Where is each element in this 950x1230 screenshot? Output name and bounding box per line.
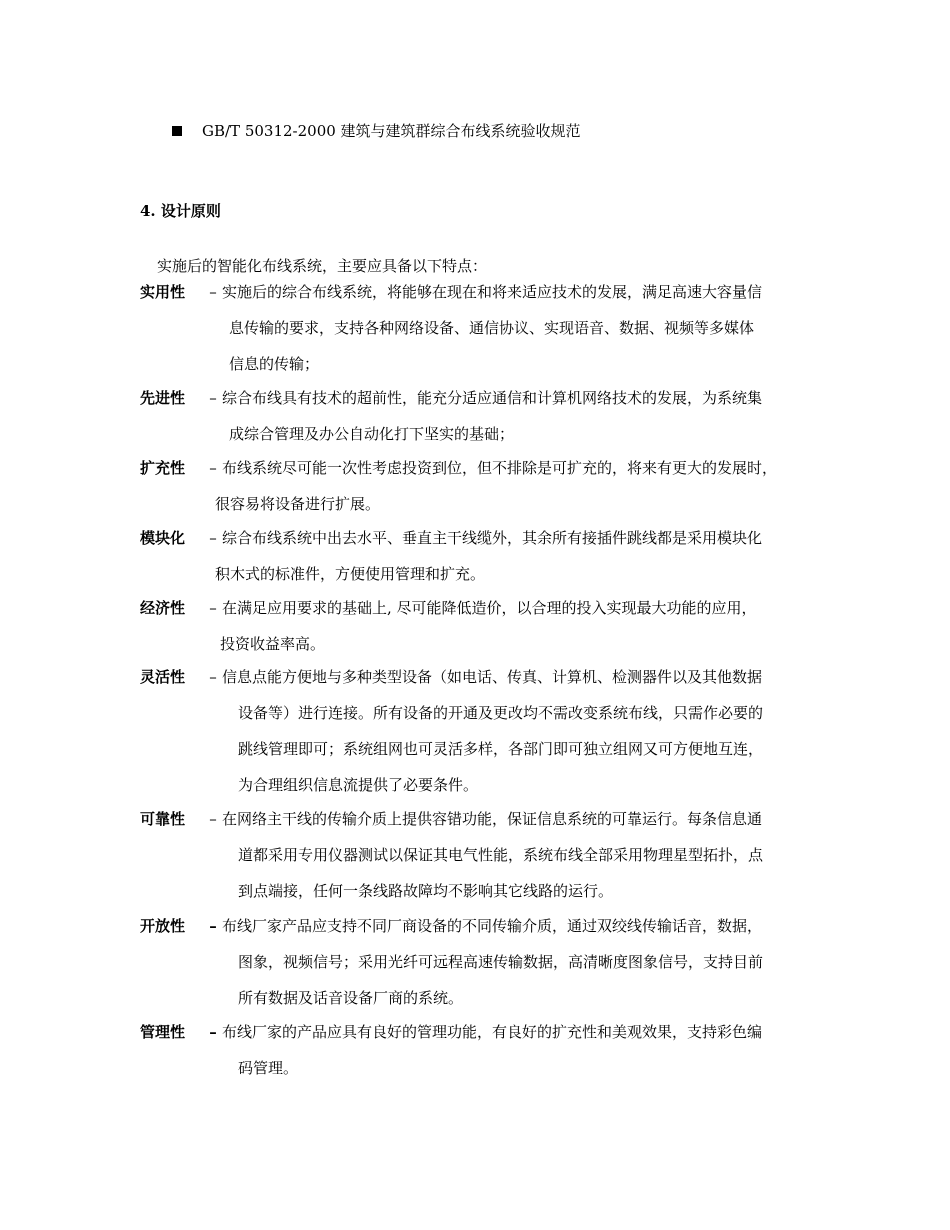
section-title: 4. 设计原则 [140,202,221,220]
principle-term: 模块化 [140,529,186,547]
dash-separator: – [209,459,217,477]
square-bullet-icon [172,126,182,136]
principle-text-line: 在网络主干线的传输介质上提供容错功能，保证信息系统的可靠运行。每条信息通 [222,810,763,828]
principle-text-line: 积木式的标准件，方便使用管理和扩充。 [215,565,486,583]
principle-flexibility [140,659,830,803]
principle-text-line: 在满足应用要求的基础上, 尽可能降低造价，以合理的投入实现最大功能的应用， [222,599,757,617]
principle-advanced [140,380,830,452]
principle-manageability [140,1014,830,1086]
principle-term: 开放性 [140,917,186,935]
principle-text-line: 综合布线系统中出去水平、垂直主干线缆外，其余所有接插件跳线都是采用模块化 [222,529,763,547]
principle-term: 灵活性 [140,668,186,686]
principle-term: 管理性 [140,1023,186,1041]
principle-text-line: 设备等）进行连接。所有设备的开通及更改均不需改变系统布线，只需作必要的 [238,704,764,722]
principle-text-line: 到点端接，任何一条线路故障均不影响其它线路的运行。 [238,882,614,900]
principle-modularity [140,520,830,592]
dash-separator: – [209,389,217,407]
dash-separator: – [209,529,217,547]
principle-text-line: 息传输的要求，支持各种网络设备、通信协议、实现语音、数据、视频等多媒体 [229,319,755,337]
dash-separator: – [209,1023,217,1041]
principle-text-line: 码管理。 [238,1059,299,1077]
principle-text-line: 成综合管理及办公自动化打下坚实的基础； [229,425,515,443]
dash-separator: – [209,599,217,617]
principle-text-line: 图象，视频信号；采用光纤可远程高速传输数据，高清晰度图象信号，支持目前 [238,953,764,971]
principle-reliability [140,801,830,909]
principle-text-line: 为合理组织信息流提供了必要条件。 [238,776,479,794]
principle-term: 扩充性 [140,459,186,477]
dash-separator: – [209,810,217,828]
dash-separator: – [209,283,217,301]
principle-text-line: 投资收益率高。 [220,635,326,653]
section-intro: 实施后的智能化布线系统，主要应具备以下特点： [157,257,488,275]
principle-text-line: 布线厂家产品应支持不同厂商设备的不同传输介质，通过双绞线传输话音，数据， [222,917,763,935]
principle-text-line: 实施后的综合布线系统，将能够在现在和将来适应技术的发展，满足高速大容量信 [222,283,763,301]
principle-openness [140,908,830,1016]
principle-text-line: 信息的传输； [229,355,320,373]
principle-text-line: 很容易将设备进行扩展。 [215,495,381,513]
principle-term: 可靠性 [140,810,186,828]
principle-text-line: 信息点能方便地与多种类型设备（如电话、传真、计算机、检测器件以及其他数据 [222,668,763,686]
principle-economy [140,590,830,662]
principle-text-line: 跳线管理即可；系统组网也可灵活多样，各部门即可独立组网又可方便地互连， [238,740,764,758]
principle-practicality [140,274,830,382]
principle-text-line: 综合布线具有技术的超前性，能充分适应通信和计算机网络技术的发展，为系统集 [222,389,763,407]
standard-bullet-item [172,121,581,141]
principle-text-line: 布线系统尽可能一次性考虑投资到位，但不排除是可扩充的，将来有更大的发展时， [222,459,778,477]
principle-text-line: 布线厂家的产品应具有良好的管理功能，有良好的扩充性和美观效果，支持彩色编 [222,1023,763,1041]
dash-separator: – [209,917,217,935]
principle-term: 先进性 [140,389,186,407]
principle-term: 经济性 [140,599,186,617]
dash-separator: – [209,668,217,686]
bullet-text: GB/T 50312-2000 建筑与建筑群综合布线系统验收规范 [202,122,581,140]
principle-expandability [140,450,830,522]
principle-text-line: 道都采用专用仪器测试以保证其电气性能，系统布线全部采用物理星型拓扑，点 [238,846,764,864]
principle-text-line: 所有数据及话音设备厂商的系统。 [238,989,464,1007]
principle-term: 实用性 [140,283,186,301]
